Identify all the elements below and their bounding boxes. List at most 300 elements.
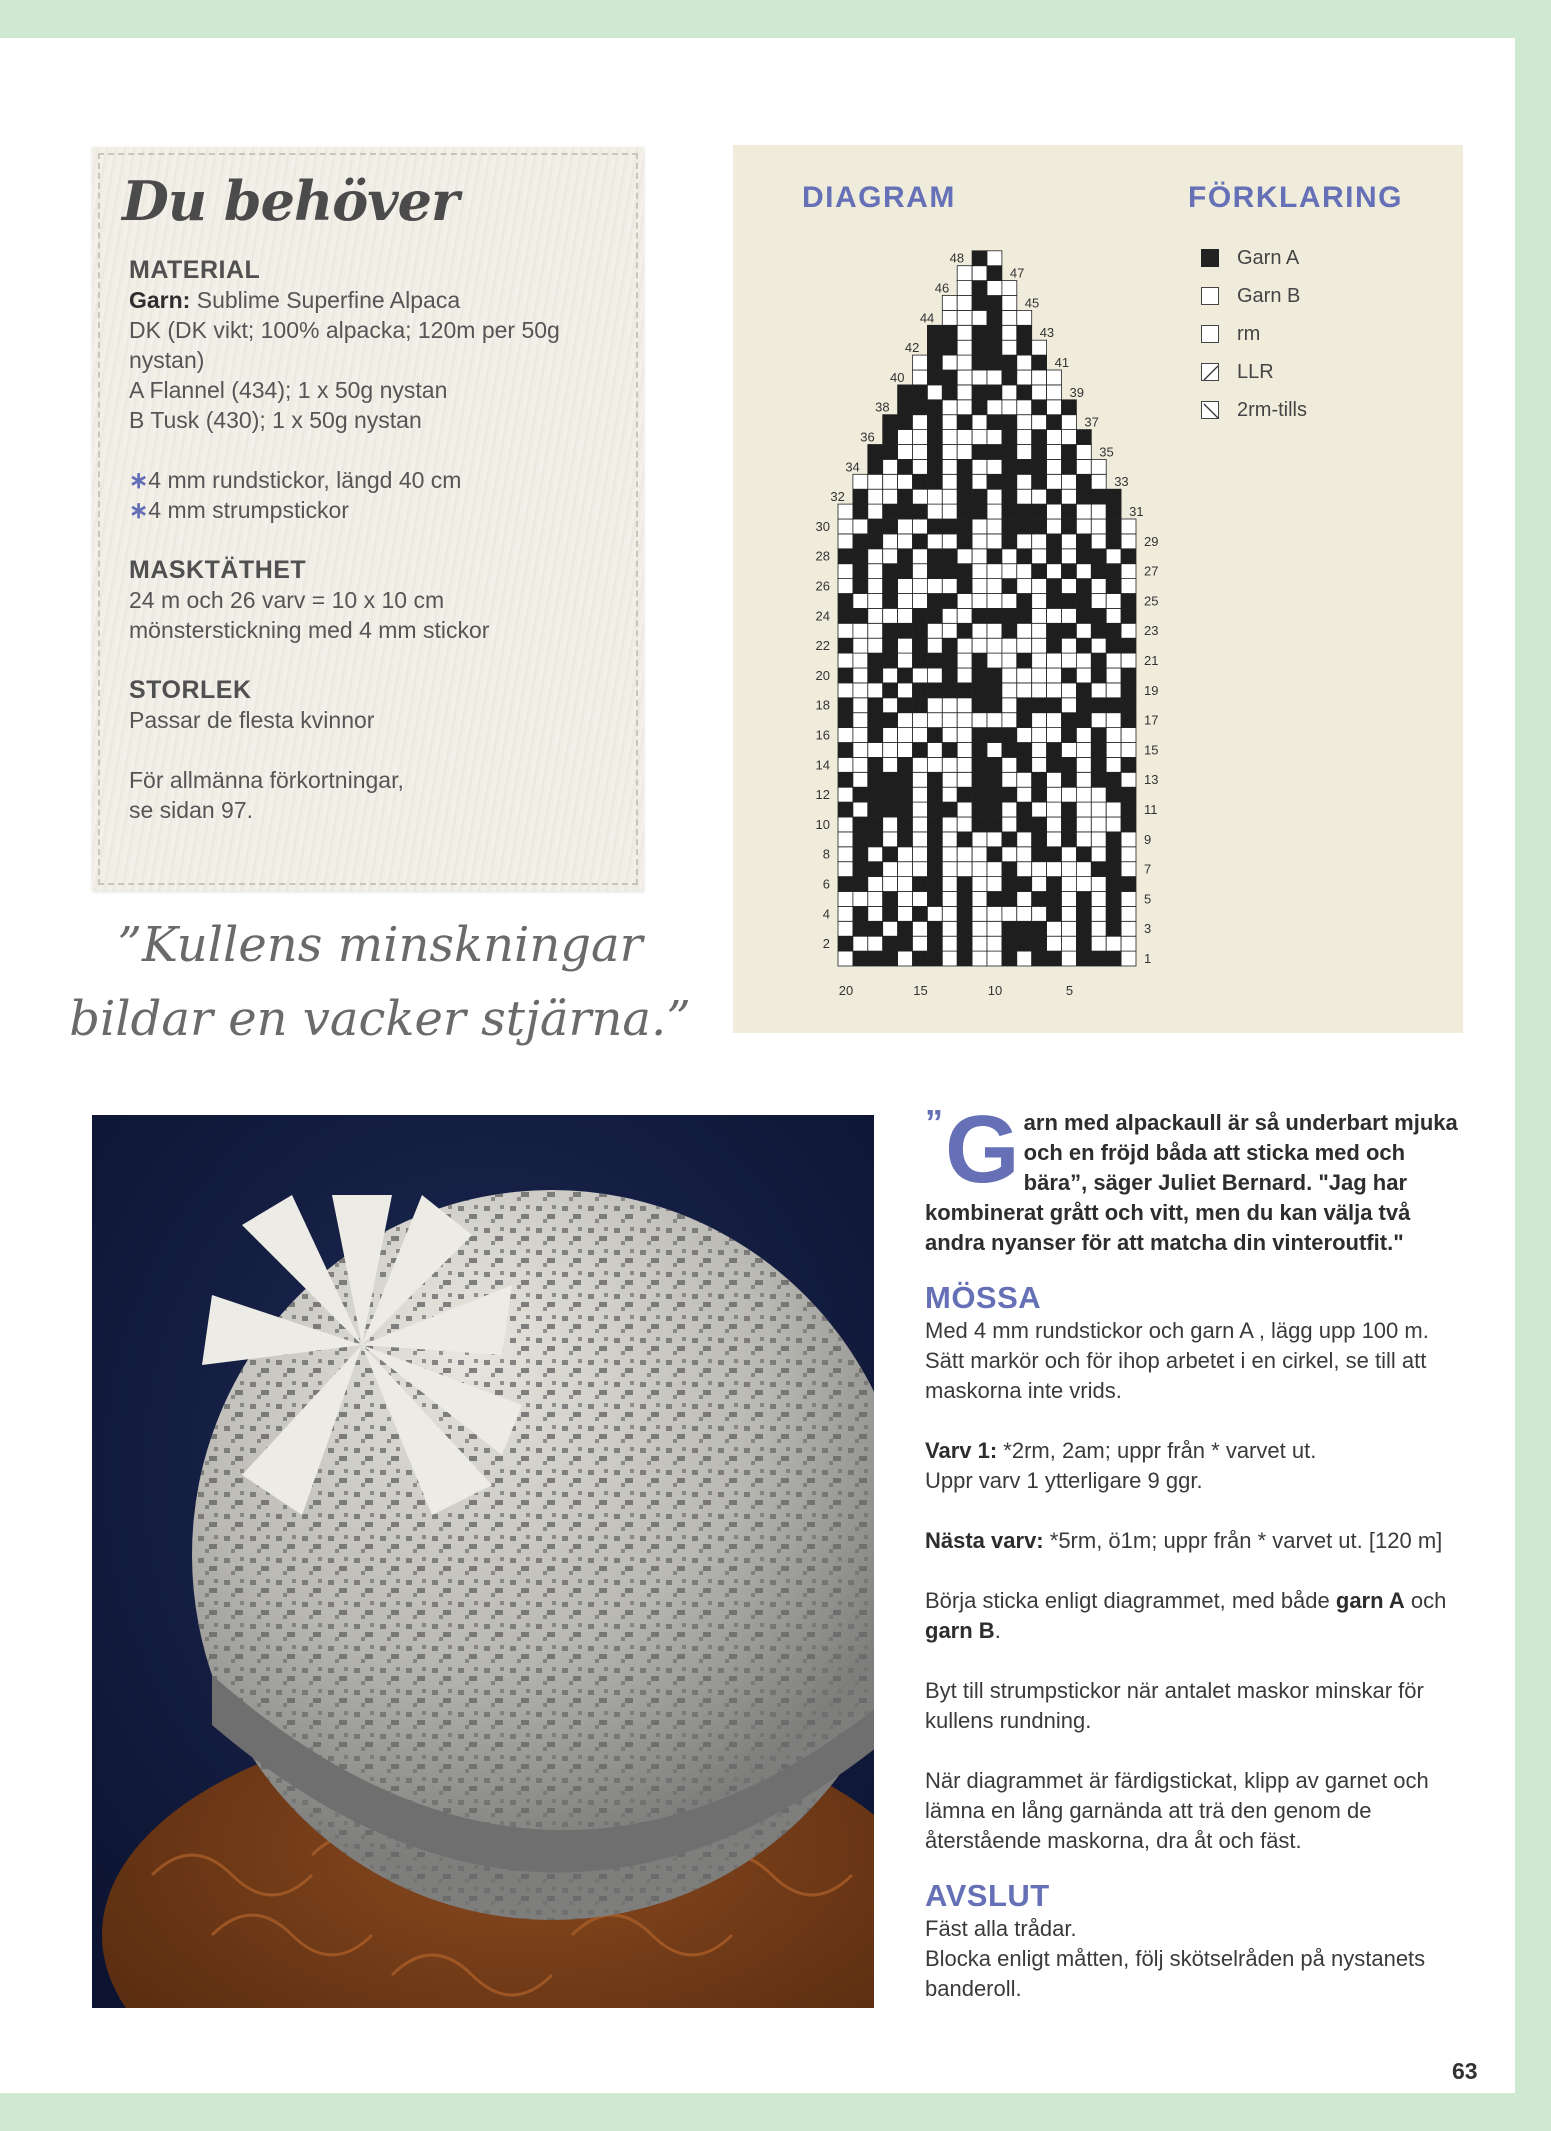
chart-cell xyxy=(957,489,972,504)
chart-cell xyxy=(957,653,972,668)
chart-cell xyxy=(1032,951,1047,966)
chart-cell xyxy=(987,385,1002,400)
chart-cell xyxy=(883,534,898,549)
chart-cell xyxy=(838,683,853,698)
chart-cell xyxy=(987,802,1002,817)
chart-row-label: 8 xyxy=(822,846,830,862)
chart-cell xyxy=(1032,787,1047,802)
chart-cell xyxy=(957,772,972,787)
chart-cell xyxy=(987,579,1002,594)
chart-cell xyxy=(987,623,1002,638)
chart-cell xyxy=(972,281,987,296)
chart-cell xyxy=(913,519,928,534)
chart-cell xyxy=(1076,653,1091,668)
chart-cell xyxy=(868,713,883,728)
chart-cell xyxy=(1032,772,1047,787)
chart-cell xyxy=(1002,832,1017,847)
chart-cell xyxy=(868,921,883,936)
chart-cell xyxy=(987,534,1002,549)
chart-cell xyxy=(913,906,928,921)
chart-cell xyxy=(1047,534,1062,549)
finish-paragraph: När diagrammet är färdigstickat, klipp av garnet och lämna en lång garnända att trä den genom de återstående maskorna, dra åt och fäst. xyxy=(925,1768,1429,1853)
chart-cell xyxy=(1062,430,1077,445)
chart-cell xyxy=(1002,757,1017,772)
chart-cell xyxy=(898,385,913,400)
chart-cell xyxy=(1062,415,1077,430)
size-text: Passar de flesta kvinnor xyxy=(129,707,375,733)
chart-cell xyxy=(942,862,957,877)
chart-cell xyxy=(1032,459,1047,474)
chart-cell xyxy=(1002,430,1017,445)
chart-cell xyxy=(957,608,972,623)
chart-cell xyxy=(1091,594,1106,609)
chart-cell xyxy=(1002,459,1017,474)
chart-cell xyxy=(972,608,987,623)
chart-cell xyxy=(1121,564,1136,579)
chart-cell xyxy=(972,430,987,445)
chart-cell xyxy=(1076,906,1091,921)
chart-cell xyxy=(1091,847,1106,862)
yarn-label: Garn: xyxy=(129,287,191,313)
chart-cell xyxy=(1002,608,1017,623)
chart-cell xyxy=(957,743,972,758)
chart-cell xyxy=(853,519,868,534)
chart-cell xyxy=(987,251,1002,266)
chart-row-label: 3 xyxy=(1144,921,1152,937)
chart-cell xyxy=(1121,787,1136,802)
chart-cell xyxy=(957,310,972,325)
chart-cell xyxy=(1017,608,1032,623)
chart-cell xyxy=(1091,638,1106,653)
chart-cell xyxy=(1017,534,1032,549)
chart-cell xyxy=(972,683,987,698)
chart-cell xyxy=(927,653,942,668)
chart-cell xyxy=(868,445,883,460)
chart-row-label: 6 xyxy=(822,876,830,892)
row-1-text: *2rm, 2am; uppr från * varvet ut. xyxy=(997,1438,1317,1463)
chart-cell xyxy=(1062,877,1077,892)
chart-cell xyxy=(942,921,957,936)
chart-row-label: 24 xyxy=(815,608,830,624)
chart-cell xyxy=(1002,325,1017,340)
chart-cell xyxy=(972,892,987,907)
chart-cell xyxy=(1062,817,1077,832)
instructions-column xyxy=(925,1096,1465,2004)
chart-cell xyxy=(1091,877,1106,892)
chart-cell xyxy=(1002,549,1017,564)
chart-cell xyxy=(927,489,942,504)
chart-cell xyxy=(913,549,928,564)
chart-cell xyxy=(1106,594,1121,609)
chart-cell xyxy=(942,474,957,489)
chart-cell xyxy=(972,385,987,400)
chart-cell xyxy=(1002,489,1017,504)
legend-label: Garn A xyxy=(1237,246,1300,269)
chart-cell xyxy=(957,400,972,415)
chart-cell xyxy=(927,355,942,370)
chart-cell xyxy=(1121,534,1136,549)
yarn-name: Sublime Superfine Alpaca xyxy=(190,287,461,313)
chart-cell xyxy=(1047,430,1062,445)
chart-cell xyxy=(883,713,898,728)
chart-cell xyxy=(1106,713,1121,728)
chart-cell xyxy=(1002,921,1017,936)
chart-cell xyxy=(927,713,942,728)
chart-cell xyxy=(1002,474,1017,489)
chart-cell xyxy=(913,400,928,415)
chart-row-label: 18 xyxy=(815,697,830,713)
abbr-line-1: För allmänna förkortningar, xyxy=(129,767,404,793)
chart-cell xyxy=(957,713,972,728)
chart-cell xyxy=(942,772,957,787)
chart-cell xyxy=(1032,534,1047,549)
chart-cell xyxy=(898,608,913,623)
chart-cell xyxy=(987,370,1002,385)
chart-cell xyxy=(942,310,957,325)
chart-cell xyxy=(883,906,898,921)
chart-cell xyxy=(942,385,957,400)
chart-cell xyxy=(853,817,868,832)
chart-cell xyxy=(868,832,883,847)
chart-cell xyxy=(1106,623,1121,638)
chart-cell xyxy=(898,459,913,474)
chart-cell xyxy=(853,951,868,966)
chart-cell xyxy=(883,445,898,460)
chart-row-label: 28 xyxy=(815,548,830,564)
chart-cell xyxy=(957,281,972,296)
chart-cell xyxy=(1062,757,1077,772)
chart-cell xyxy=(1121,728,1136,743)
chart-cell xyxy=(1121,608,1136,623)
chart-cell xyxy=(838,757,853,772)
chart-cell xyxy=(883,459,898,474)
chart-cell xyxy=(1121,623,1136,638)
chart-cell xyxy=(838,653,853,668)
chart-cell xyxy=(1091,623,1106,638)
chart-cell xyxy=(1017,489,1032,504)
chart-cell xyxy=(1062,951,1077,966)
chart-cell xyxy=(1062,534,1077,549)
chart-cell xyxy=(972,743,987,758)
gauge-line-2: mönsterstickning med 4 mm stickor xyxy=(129,617,490,643)
chart-cell xyxy=(1002,683,1017,698)
chart-cell xyxy=(868,936,883,951)
chart-cell xyxy=(1032,340,1047,355)
chart-cell xyxy=(1091,728,1106,743)
chart-cell xyxy=(942,296,957,311)
chart-cell xyxy=(1076,936,1091,951)
chart-cell xyxy=(838,579,853,594)
chart-cell xyxy=(987,564,1002,579)
chart-cell xyxy=(1002,698,1017,713)
chart-cell xyxy=(1032,355,1047,370)
chart-cell xyxy=(957,474,972,489)
chart-cell xyxy=(1062,445,1077,460)
chart-cell xyxy=(1017,400,1032,415)
chart-cell xyxy=(987,400,1002,415)
chart-cell xyxy=(972,847,987,862)
chart-cell xyxy=(1121,772,1136,787)
chart-row-label: 27 xyxy=(1144,563,1159,579)
chart-cell xyxy=(1002,281,1017,296)
chart-cell xyxy=(1062,847,1077,862)
chart-cell xyxy=(972,623,987,638)
chart-cell xyxy=(1106,921,1121,936)
chart-cell xyxy=(1047,564,1062,579)
chart-cell xyxy=(1017,355,1032,370)
chart-cell xyxy=(853,743,868,758)
chart-cell xyxy=(1017,579,1032,594)
chart-cell xyxy=(1002,400,1017,415)
yarn-line-3: nystan) xyxy=(129,347,205,373)
chart-cell xyxy=(1032,743,1047,758)
chart-cell xyxy=(838,668,853,683)
chart-cell xyxy=(942,489,957,504)
diagram-panel xyxy=(733,145,1463,1033)
chart-cell xyxy=(1091,668,1106,683)
chart-cell xyxy=(1121,936,1136,951)
chart-cell xyxy=(927,817,942,832)
chart-cell xyxy=(942,877,957,892)
chart-cell xyxy=(1076,534,1091,549)
chart-cell xyxy=(972,698,987,713)
intro-text: arn med alpackaull är så underbart mjuka och en fröjd båda att sticka med och bära”, säger Juliet Bernard. "Jag har kombinerat grått och vitt, men du kan välja två andra nyanser för att matcha din vinteroutfit." xyxy=(925,1110,1458,1255)
chart-cell xyxy=(1091,862,1106,877)
chart-cell xyxy=(838,594,853,609)
chart-cell xyxy=(883,936,898,951)
chart-cell xyxy=(1047,459,1062,474)
chart-cell xyxy=(853,832,868,847)
chart-cell xyxy=(987,951,1002,966)
chart-row-label: 32 xyxy=(830,489,845,505)
chart-cell xyxy=(987,519,1002,534)
chart-cell xyxy=(898,787,913,802)
chart-cell xyxy=(927,862,942,877)
chart-cell xyxy=(1062,683,1077,698)
chart-cell xyxy=(853,474,868,489)
chart-cell xyxy=(853,638,868,653)
chart-cell xyxy=(1002,906,1017,921)
chart-cell xyxy=(987,668,1002,683)
chart-cell xyxy=(853,892,868,907)
chart-cell xyxy=(927,474,942,489)
chart-row-label: 38 xyxy=(875,399,890,415)
chart-cell xyxy=(987,877,1002,892)
chart-cell xyxy=(898,802,913,817)
chart-cell xyxy=(927,608,942,623)
chart-cell xyxy=(942,325,957,340)
chart-cell xyxy=(1062,892,1077,907)
chart-row-label: 47 xyxy=(1009,265,1025,281)
chart-column-label: 5 xyxy=(1065,983,1074,998)
chart-cell xyxy=(1106,743,1121,758)
chart-cell xyxy=(1017,802,1032,817)
chart-cell xyxy=(1032,847,1047,862)
chart-cell xyxy=(1091,757,1106,772)
chart-cell xyxy=(898,489,913,504)
chart-cell xyxy=(883,623,898,638)
chart-cell xyxy=(1017,653,1032,668)
chart-cell xyxy=(1076,668,1091,683)
chart-cell xyxy=(1091,683,1106,698)
chart-row-label: 44 xyxy=(919,310,935,326)
chart-cell xyxy=(972,653,987,668)
slash-square-icon xyxy=(1201,363,1219,381)
chart-cell xyxy=(1091,608,1106,623)
legend-label: LLR xyxy=(1237,360,1274,383)
chart-cell xyxy=(1002,370,1017,385)
chart-cell xyxy=(942,787,957,802)
chart-row-label: 40 xyxy=(890,369,905,385)
chart-cell xyxy=(1032,713,1047,728)
chart-cell xyxy=(913,698,928,713)
chart-cell xyxy=(942,534,957,549)
chart-cell xyxy=(868,668,883,683)
chart-cell xyxy=(913,757,928,772)
chart-cell xyxy=(913,772,928,787)
chart-cell xyxy=(1106,564,1121,579)
chart-cell xyxy=(1047,906,1062,921)
chart-cell xyxy=(1032,594,1047,609)
chart-cell xyxy=(972,862,987,877)
asterisk-icon: ∗ xyxy=(129,497,149,523)
chart-cell xyxy=(868,817,883,832)
chart-cell xyxy=(1106,787,1121,802)
chart-cell xyxy=(1121,892,1136,907)
chart-cell xyxy=(987,713,1002,728)
chart-cell xyxy=(1062,400,1077,415)
chart-cell xyxy=(927,385,942,400)
chart-cell xyxy=(1017,728,1032,743)
chart-cell xyxy=(913,474,928,489)
chart-cell xyxy=(838,519,853,534)
chart-cell xyxy=(1106,608,1121,623)
chart-cell xyxy=(972,802,987,817)
chart-cell xyxy=(972,772,987,787)
chart-cell xyxy=(913,534,928,549)
chart-cell xyxy=(853,802,868,817)
chart-cell xyxy=(853,906,868,921)
chart-cell xyxy=(1062,519,1077,534)
chart-cell xyxy=(1076,564,1091,579)
chart-cell xyxy=(927,906,942,921)
chart-cell xyxy=(972,549,987,564)
chart-cell xyxy=(927,847,942,862)
chart-cell xyxy=(972,459,987,474)
chart-cell xyxy=(898,862,913,877)
chart-cell xyxy=(957,623,972,638)
chart-cell xyxy=(1002,340,1017,355)
chart-cell xyxy=(1047,683,1062,698)
chart-cell xyxy=(883,594,898,609)
chart-cell xyxy=(1032,921,1047,936)
chart-cell xyxy=(1106,802,1121,817)
chart-row-label: 2 xyxy=(822,936,830,952)
chart-cell xyxy=(987,445,1002,460)
chart-cell xyxy=(853,757,868,772)
chart-row-label: 26 xyxy=(815,578,830,594)
chart-cell xyxy=(1076,877,1091,892)
chart-cell xyxy=(972,757,987,772)
chart-cell xyxy=(1121,549,1136,564)
chart-cell xyxy=(883,489,898,504)
chart-cell xyxy=(1091,698,1106,713)
chart-cell xyxy=(838,549,853,564)
chart-row-label: 16 xyxy=(815,727,830,743)
chart-cell xyxy=(1091,743,1106,758)
chart-cell xyxy=(1062,787,1077,802)
legend-item-garn-b xyxy=(1201,277,1307,315)
chart-cell xyxy=(1032,757,1047,772)
chart-cell xyxy=(972,504,987,519)
chart-cell xyxy=(1047,474,1062,489)
chart-row-label: 29 xyxy=(1144,533,1159,549)
chart-cell xyxy=(1017,370,1032,385)
chart-row-label: 14 xyxy=(815,757,830,773)
chart-cell xyxy=(1106,638,1121,653)
chart-cell xyxy=(942,653,957,668)
chart-cell xyxy=(898,430,913,445)
chart-cell xyxy=(942,594,957,609)
chart-cell xyxy=(1106,653,1121,668)
chart-cell xyxy=(987,266,1002,281)
chart-cell xyxy=(1106,877,1121,892)
chart-cell xyxy=(1047,728,1062,743)
chart-row-label: 9 xyxy=(1144,831,1152,847)
chart-cell xyxy=(1047,772,1062,787)
chart-cell xyxy=(868,757,883,772)
chart-cell xyxy=(883,832,898,847)
chart-cell xyxy=(972,534,987,549)
chart-cell xyxy=(1076,757,1091,772)
chart-cell xyxy=(1032,653,1047,668)
legend-label: Garn B xyxy=(1237,284,1301,307)
chart-cell xyxy=(1017,564,1032,579)
chart-cell xyxy=(1032,906,1047,921)
chart-cell xyxy=(972,832,987,847)
chart-cell xyxy=(868,877,883,892)
chart-cell xyxy=(1091,951,1106,966)
chart-cell xyxy=(927,668,942,683)
chart-cell xyxy=(942,847,957,862)
chart-cell xyxy=(987,892,1002,907)
chart-cell xyxy=(927,921,942,936)
chart-cell xyxy=(1091,489,1106,504)
size-heading: STORLEK xyxy=(129,676,252,704)
asterisk-icon: ∗ xyxy=(129,467,149,493)
chart-cell xyxy=(883,802,898,817)
chart-row-label: 34 xyxy=(845,459,860,475)
chart-cell xyxy=(913,608,928,623)
chart-cell xyxy=(898,951,913,966)
hat-photo xyxy=(92,1115,874,2008)
chart-cell xyxy=(927,445,942,460)
chart-cell xyxy=(1032,936,1047,951)
chart-cell xyxy=(1076,832,1091,847)
chart-cell xyxy=(853,683,868,698)
chart-cell xyxy=(1017,549,1032,564)
chart-cell xyxy=(1106,728,1121,743)
chart-cell xyxy=(942,608,957,623)
chart-cell xyxy=(1106,549,1121,564)
chart-cell xyxy=(957,906,972,921)
chart-p-start: Börja sticka enligt diagrammet, med både xyxy=(925,1588,1336,1613)
chart-cell xyxy=(1121,638,1136,653)
chart-cell xyxy=(883,951,898,966)
chart-cell xyxy=(838,862,853,877)
chart-cell xyxy=(1032,489,1047,504)
chart-cell xyxy=(957,355,972,370)
